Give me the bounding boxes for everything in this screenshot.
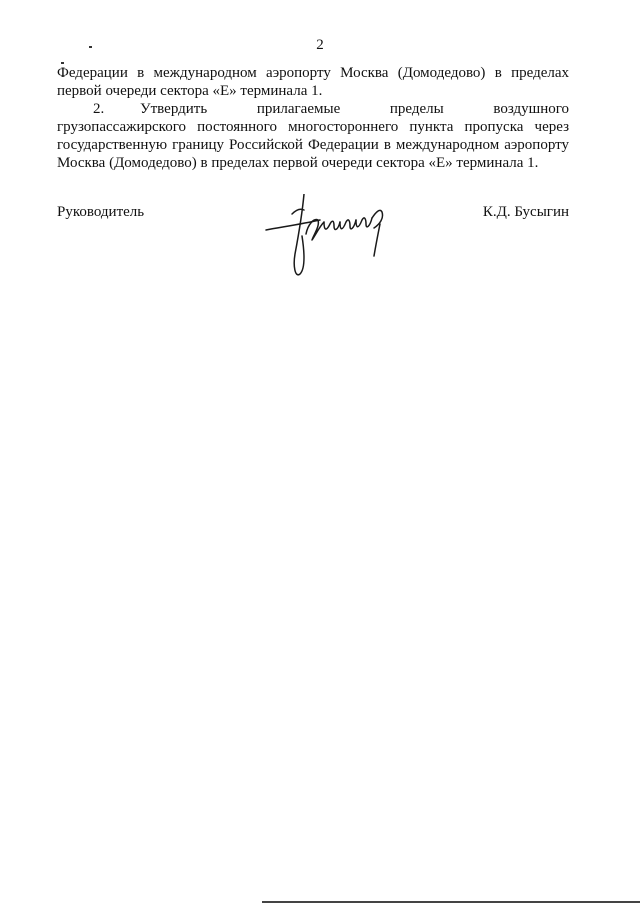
document-body (57, 64, 569, 172)
item-2-paragraph (57, 100, 569, 172)
continuation-paragraph (57, 64, 569, 100)
signature-block (57, 204, 569, 304)
text-line: грузопассажирского постоянного многостороннего пункта пропуска через (57, 119, 569, 135)
page-number: 2 (316, 37, 324, 53)
signer-name: К.Д. Бусыгин (482, 204, 569, 220)
item-number: 2. (93, 101, 105, 117)
text-line: первой очереди сектора «Е» терминала 1. (57, 83, 323, 99)
item-2-first-line (57, 100, 569, 118)
text-line: Федерации в международном аэропорту Москва (Домодедово) в пределах (57, 65, 569, 81)
text-line: Москва (Домодедово) в пределах первой очереди сектора «Е» терминала 1. (57, 155, 539, 171)
signer-position: Руководитель (57, 204, 145, 220)
handwritten-signature (262, 194, 402, 294)
scan-edge-line (262, 901, 640, 903)
text-line: Утвердить прилагаемые пределы воздушного (140, 101, 569, 117)
text-line: государственную границу Российской Федерации в международном аэропорту (57, 137, 569, 153)
